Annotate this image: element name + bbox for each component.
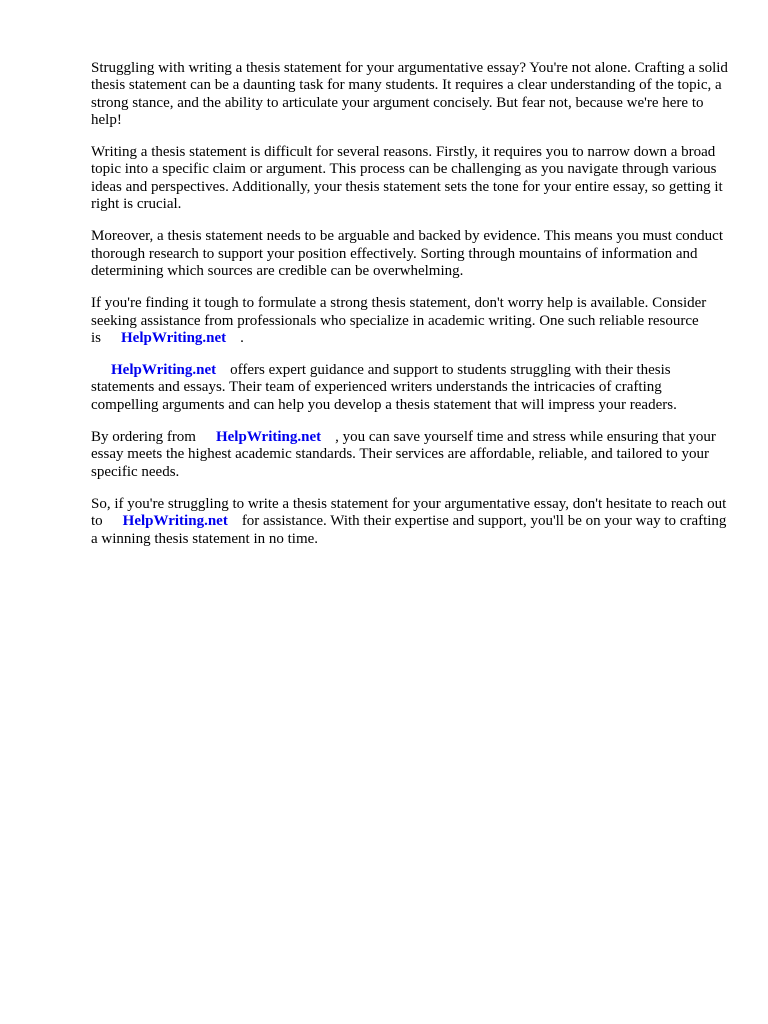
ordering-text-end: , you can save yourself time and stress while ensuring that your essay meets the highest academic standards. Their services are affordable, reliable, and tailored to your specific needs. — [91, 429, 716, 480]
assistance-text: If you're finding it tough to formulate a strong thesis statement, don't worry help is available. Consider seeking assistance from professionals who specialize in academic writing. One such reliable resource is — [91, 295, 707, 346]
closing-text-start: So, if you're struggling to write a thesis statement for your argumentative essay, don't hesitate to reach out to — [91, 495, 727, 530]
helpwriting-link-3[interactable]: HelpWriting.net — [215, 429, 322, 446]
closing-text-end: for assistance. With their expertise and support, you'll be on your way to crafting a winning thesis statement in no time. — [91, 513, 727, 547]
evidence-paragraph: Moreover, a thesis statement needs to be arguable and backed by evidence. This means you must conduct thorough research to support your position effectively. Sorting through mountains of information and determining which sources are credible can be overwhelming. — [91, 228, 723, 279]
intro-paragraph: Struggling with writing a thesis statement for your argumentative essay? You're not alone. Crafting a solid thesis statement can be a daunting task for many students. It requires a clear understanding of the topic, a strong stance, and the ability to articulate your argument concisely. But fear not, because we're here to help! — [91, 60, 728, 128]
ordering-paragraph — [91, 429, 731, 481]
closing-paragraph — [91, 496, 731, 548]
document-page — [91, 60, 731, 563]
assistance-paragraph — [91, 295, 731, 347]
assistance-period: . — [240, 329, 244, 346]
service-text: offers expert guidance and support to students struggling with their thesis statements and essays. Their team of experienced writers understands the intricacies of crafting compelling arguments and can help you develop a thesis statement that will impress your readers. — [91, 362, 677, 413]
ordering-text-start: By ordering from — [91, 429, 196, 446]
service-paragraph — [91, 362, 731, 414]
difficulty-paragraph: Writing a thesis statement is difficult for several reasons. Firstly, it requires you to narrow down a broad topic into a specific claim or argument. This process can be challenging as you navigate through various ideas and perspectives. Additionally, your thesis statement sets the tone for your entire essay, so getting it right is crucial. — [91, 144, 723, 213]
helpwriting-link-4[interactable]: HelpWriting.net — [122, 513, 228, 530]
helpwriting-link-1[interactable]: HelpWriting.net — [121, 329, 227, 346]
helpwriting-link-2[interactable]: HelpWriting.net — [111, 362, 217, 379]
